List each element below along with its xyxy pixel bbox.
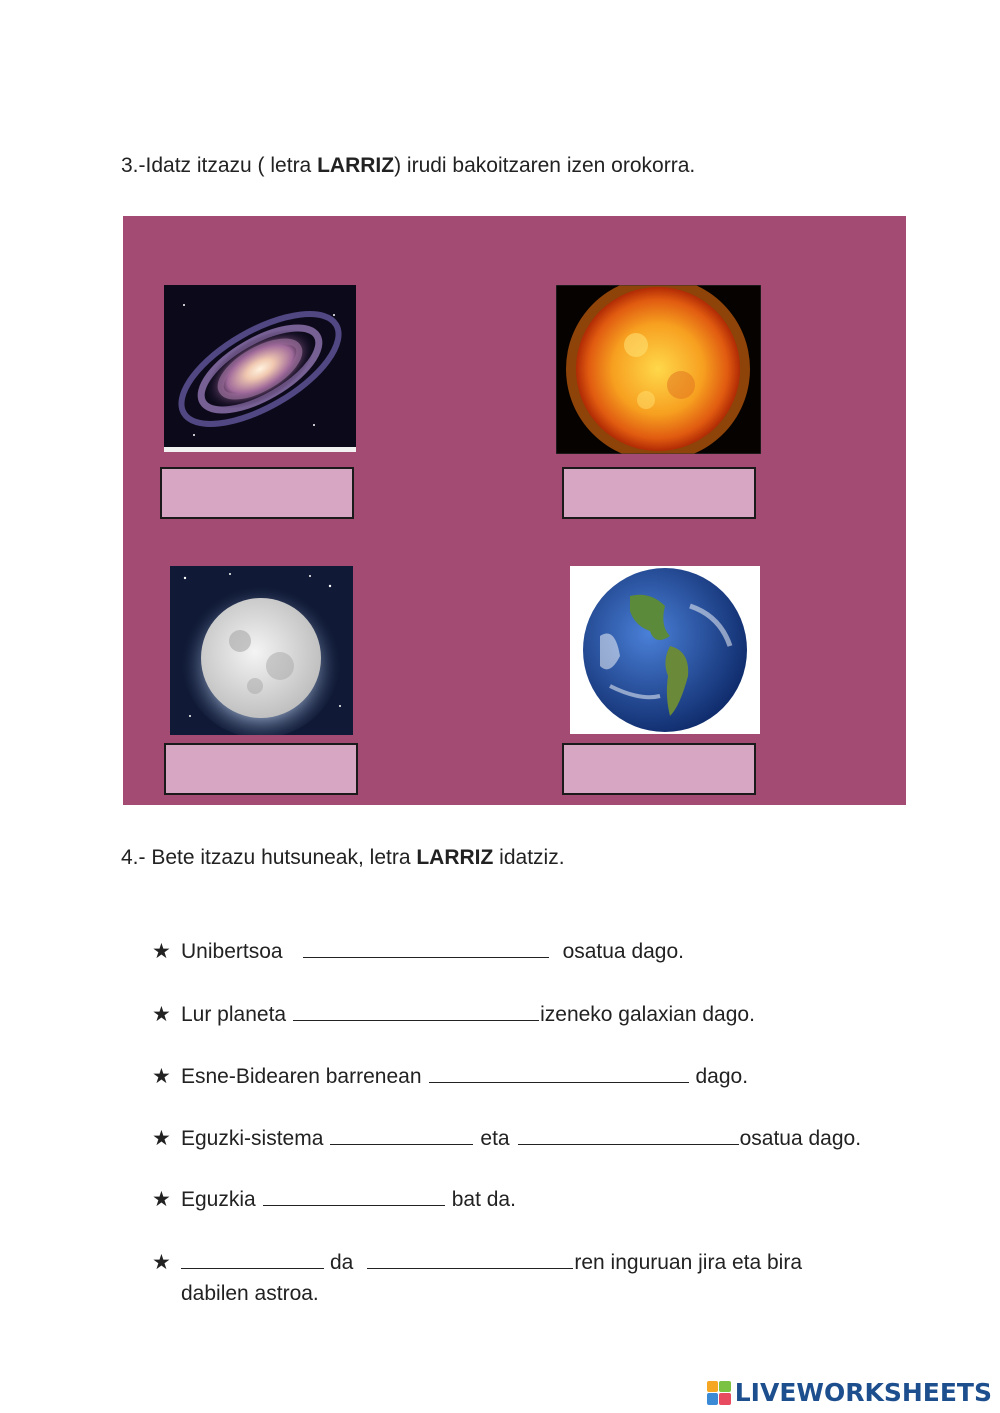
blank-field[interactable] (330, 1124, 473, 1145)
blank-field[interactable] (367, 1248, 573, 1269)
answer-box-sun[interactable] (562, 467, 756, 519)
blank-field[interactable] (429, 1062, 689, 1083)
brand-wordmark: LIVEWORKSHEETS (734, 1378, 992, 1407)
star-bullet-icon: ★ (152, 1127, 171, 1150)
star-bullet-icon: ★ (152, 1251, 171, 1274)
sentence-3: ★ Esne-Bidearen barrenean dago. (152, 1061, 748, 1092)
star-bullet-icon: ★ (152, 1003, 171, 1026)
blank-field[interactable] (263, 1185, 445, 1206)
answer-box-galaxy[interactable] (160, 467, 354, 519)
moon-image (170, 566, 353, 735)
star-bullet-icon: ★ (152, 940, 171, 963)
blank-field[interactable] (303, 937, 549, 958)
answer-box-moon[interactable] (164, 743, 358, 795)
exercise-3-instruction: 3.-Idatz itzazu ( letra LARRIZ) irudi bakoitzaren izen orokorra. (121, 154, 696, 177)
sentence-6: ★ da ren inguruan jira eta bira (152, 1247, 802, 1278)
sun-image (556, 285, 761, 454)
blank-field[interactable] (293, 1000, 539, 1021)
liveworksheets-logo-icon (707, 1381, 731, 1405)
blank-field[interactable] (181, 1248, 324, 1269)
liveworksheets-brand (707, 1378, 992, 1407)
sentence-6-continuation: dabilen astroa. (181, 1282, 319, 1305)
sentence-5: ★ Eguzkia bat da. (152, 1184, 516, 1215)
sentence-2: ★ Lur planeta izeneko galaxian dago. (152, 999, 755, 1030)
answer-box-earth[interactable] (562, 743, 756, 795)
star-bullet-icon: ★ (152, 1065, 171, 1088)
star-bullet-icon: ★ (152, 1188, 171, 1211)
blank-field[interactable] (518, 1124, 739, 1145)
sentence-4: ★ Eguzki-sistema eta osatua dago. (152, 1123, 861, 1154)
sentence-1: ★ Unibertsoa osatua dago. (152, 936, 684, 967)
exercise-4-instruction: 4.- Bete itzazu hutsuneak, letra LARRIZ idatziz. (121, 846, 565, 869)
galaxy-image (164, 285, 356, 452)
earth-image (570, 566, 760, 734)
